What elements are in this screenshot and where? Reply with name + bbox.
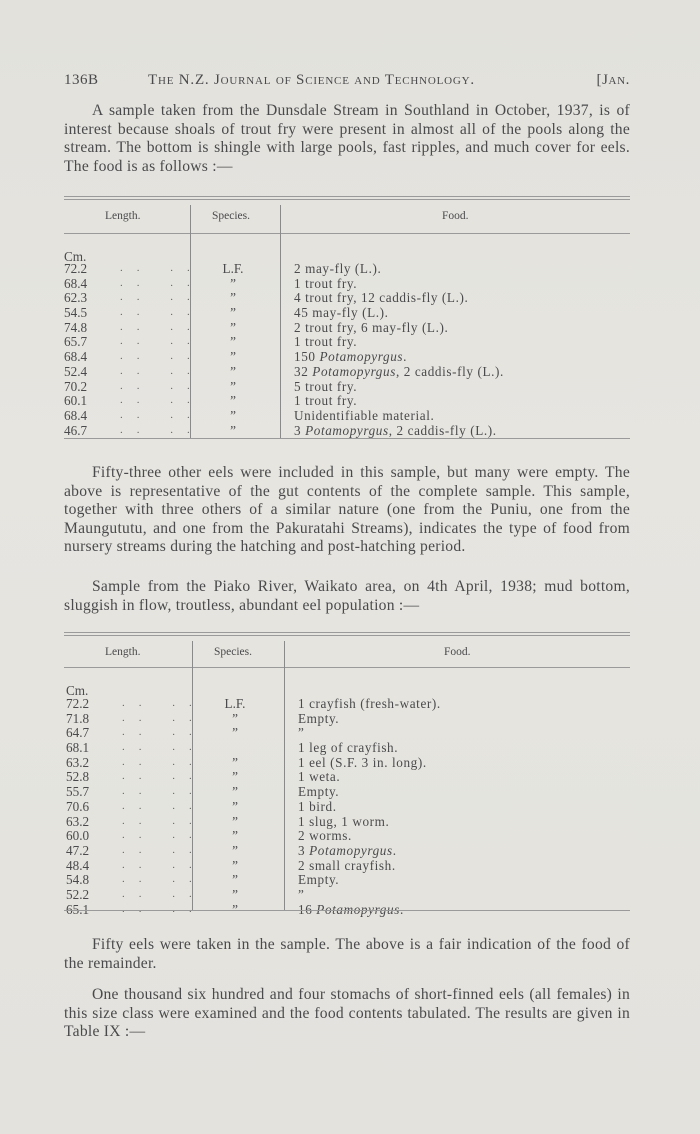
table-cell-food: Empty. [298,784,340,800]
table-cell-species: ” [232,813,238,829]
leader-dots: .. .. [122,858,206,871]
table1-col-divider-2 [280,205,281,439]
table-cell-length: 60.0 [66,828,90,844]
intro-paragraph: A sample taken from the Dunsdale Stream in Southland in October, 1937, is of interest because shoals of trout fry were present in almost all of the pools along the stream. The bottom is shingle with large pools, fast ripples, and much cover for eels. The food is as follows :— [64,102,630,175]
table2-top-rule [64,632,630,633]
table1-header-length: Length. [105,210,141,222]
leader-dots: .. .. [120,408,204,421]
table-cell-species: ” [230,275,236,291]
table2-length-column [66,697,106,917]
table-cell-length: 65.1 [66,901,90,917]
running-head [64,72,630,94]
table-cell-length: 71.8 [66,710,90,726]
table2-species-column [212,697,258,917]
leader-dots: .. .. [120,262,204,274]
table-cell-length: 72.2 [66,696,90,711]
table2-header-food: Food. [444,646,471,658]
leader-dots: .. .. [122,814,206,827]
table-cell-food: 3 Potamopyrgus, 2 caddis-fly (L.). [294,422,497,438]
table-cell-food: 2 small crayfish. [298,857,396,873]
table-cell-food: 1 trout fry. [294,275,358,291]
table-cell-length: 52.4 [64,363,88,379]
table-cell-food: 1 eel (S.F. 3 in. long). [298,754,427,770]
table-cell-species: L.F. [224,696,246,711]
table-cell-food: 2 worms. [298,828,352,844]
table-cell-food: 3 Potamopyrgus. [298,842,397,858]
table-cell-length: 72.2 [64,261,88,276]
leader-dots: .. .. [122,799,206,812]
table-cell-species: ” [230,305,236,321]
table2-food-column [298,697,441,917]
table-cell-length: 48.4 [66,857,90,873]
table-cell-length: 46.7 [64,422,88,438]
leader-dots: .. .. [120,379,204,392]
table-cell-length: 70.6 [66,798,90,814]
table-cell-food: Empty. [298,872,340,888]
table-cell-food: Empty. [298,710,340,726]
table-cell-food: 1 crayfish (fresh-water). [298,696,441,711]
table-cell-length: 68.4 [64,349,88,365]
table-cell-species [212,741,258,756]
table-cell-food: Unidentifiable material. [294,407,435,423]
table1-food-column [294,262,504,438]
leader-dots: .. .. [122,711,206,724]
table-cell-length: 68.4 [64,275,88,291]
leader-dots: .. .. [120,320,204,333]
table-cell-species: ” [230,407,236,423]
table-cell-species: ” [232,901,238,917]
table2-header-length: Length. [105,646,141,658]
table1-species-column [210,262,256,438]
sample2-paragraph: Sample from the Piako River, Waikato area, on 4th April, 1938; mud bottom, sluggish in flow, troutless, abundant eel population :— [64,578,630,614]
table1-top-rule [64,196,630,197]
leader-dots: .. .. [120,394,204,407]
table-cell-species: ” [232,798,238,814]
table-cell-food: 5 trout fry. [294,378,358,394]
table-cell-length: 52.8 [66,769,90,785]
table-cell-species: ” [232,725,238,741]
table-cell-length: 64.7 [66,725,90,741]
leader-dots: .. .. [122,741,206,754]
table2-header-species: Species. [214,646,253,658]
table-cell-length: 74.8 [64,319,88,335]
table-cell-species: ” [232,828,238,844]
table1-unit: Cm. [64,249,87,264]
table-cell-species: ” [232,872,238,888]
table-cell-length: 54.5 [64,305,88,321]
leader-dots: .. .. [120,335,204,348]
table1-header-food: Food. [442,210,469,222]
table2-top-rule-2 [64,635,630,636]
leader-dots: .. .. [122,873,206,886]
leader-dots: .. .. [120,306,204,319]
table-cell-species: ” [232,886,238,902]
leader-dots: .. .. [122,902,206,915]
leader-dots: .. .. [122,843,206,856]
table1-leader-dots [120,261,204,437]
table-cell-food: 4 trout fry, 12 caddis-fly (L.). [294,290,469,306]
table1-length-column [64,262,104,438]
table-cell-food: ” [298,725,305,741]
table-cell-species: ” [230,422,236,438]
table-cell-length: 68.1 [66,740,90,756]
table-cell-species: ” [232,857,238,873]
leader-dots: .. .. [122,785,206,798]
leader-dots: .. .. [120,364,204,377]
table1-header-species: Species. [212,210,251,222]
table-cell-species: ” [230,290,236,306]
leader-dots: .. .. [120,291,204,304]
page-number: 136B [64,72,99,88]
table-cell-food: 45 may-fly (L.). [294,305,389,321]
table-cell-food: 2 may-fly (L.). [294,261,382,276]
table-cell-species: ” [232,784,238,800]
leader-dots: .. .. [120,276,204,289]
middle-paragraph: Fifty-three other eels were included in this sample, but many were empty. The above is representative of the gut contents of the complete sample. This sample, together with three others of a similar nature (one from the Puniu, one from the Maungututu, and one from the Pakuratahi Streams), indicates the type of food from nursery streams during the hatching and post-hatching period. [64,464,630,555]
table-cell-species: ” [230,378,236,394]
table-cell-food: 32 Potamopyrgus, 2 caddis-fly (L.). [294,363,504,379]
table-cell-length: 63.2 [66,754,90,770]
table2-col-divider-2 [284,641,285,911]
table-cell-food: 1 leg of crayfish. [298,740,399,756]
table-cell-food: 1 bird. [298,798,337,814]
table-cell-food: 16 Potamopyrgus. [298,901,404,917]
table-cell-food: ” [298,886,305,902]
table-cell-species: ” [230,363,236,379]
after-table2-paragraph: Fifty eels were taken in the sample. The above is a fair indication of the food of the remainder. [64,936,630,972]
issue-month: [Jan. [596,72,630,88]
table1-top-rule-2 [64,199,630,200]
leader-dots: .. .. [122,726,206,739]
table-cell-length: 63.2 [66,813,90,829]
table-cell-length: 47.2 [66,842,90,858]
table-cell-food: 1 trout fry. [294,334,358,350]
table-cell-food: 2 trout fry, 6 may-fly (L.). [294,319,449,335]
table-cell-food: 1 trout fry. [294,393,358,409]
table-cell-food: 1 slug, 1 worm. [298,813,390,829]
table-cell-species: L.F. [222,261,244,276]
table-cell-length: 52.2 [66,886,90,902]
table1-header-rule [64,233,630,234]
table2-unit: Cm. [66,683,89,698]
leader-dots: .. .. [122,770,206,783]
table-cell-species: ” [230,319,236,335]
table-cell-length: 65.7 [64,334,88,350]
leader-dots: .. .. [122,829,206,842]
table2-bottom-rule [64,910,630,911]
table-cell-length: 70.2 [64,378,88,394]
table-cell-species: ” [232,842,238,858]
leader-dots: .. .. [122,755,206,768]
table-cell-species: ” [232,754,238,770]
table-cell-food: 150 Potamopyrgus. [294,349,408,365]
leader-dots: .. .. [122,887,206,900]
table-cell-length: 55.7 [66,784,90,800]
table2-header-rule [64,667,630,668]
table-cell-length: 54.8 [66,872,90,888]
table-cell-species: ” [230,349,236,365]
table1-bottom-rule [64,438,630,439]
leader-dots: .. .. [122,697,206,709]
table-cell-length: 68.4 [64,407,88,423]
leader-dots: .. .. [120,423,204,436]
table-cell-length: 60.1 [64,393,88,409]
table-cell-species: ” [230,334,236,350]
table-cell-species: ” [232,769,238,785]
leader-dots: .. .. [120,350,204,363]
journal-title: The N.Z. Journal of Science and Technology. [148,72,475,88]
table-cell-species: ” [232,710,238,726]
final-paragraph: One thousand six hundred and four stomachs of short-finned eels (all females) in this size class were examined and the food contents tabulated. The results are given in Table IX :— [64,986,630,1040]
table2-leader-dots [122,696,206,916]
table-cell-food: 1 weta. [298,769,341,785]
table-cell-length: 62.3 [64,290,88,306]
table-cell-species: ” [230,393,236,409]
